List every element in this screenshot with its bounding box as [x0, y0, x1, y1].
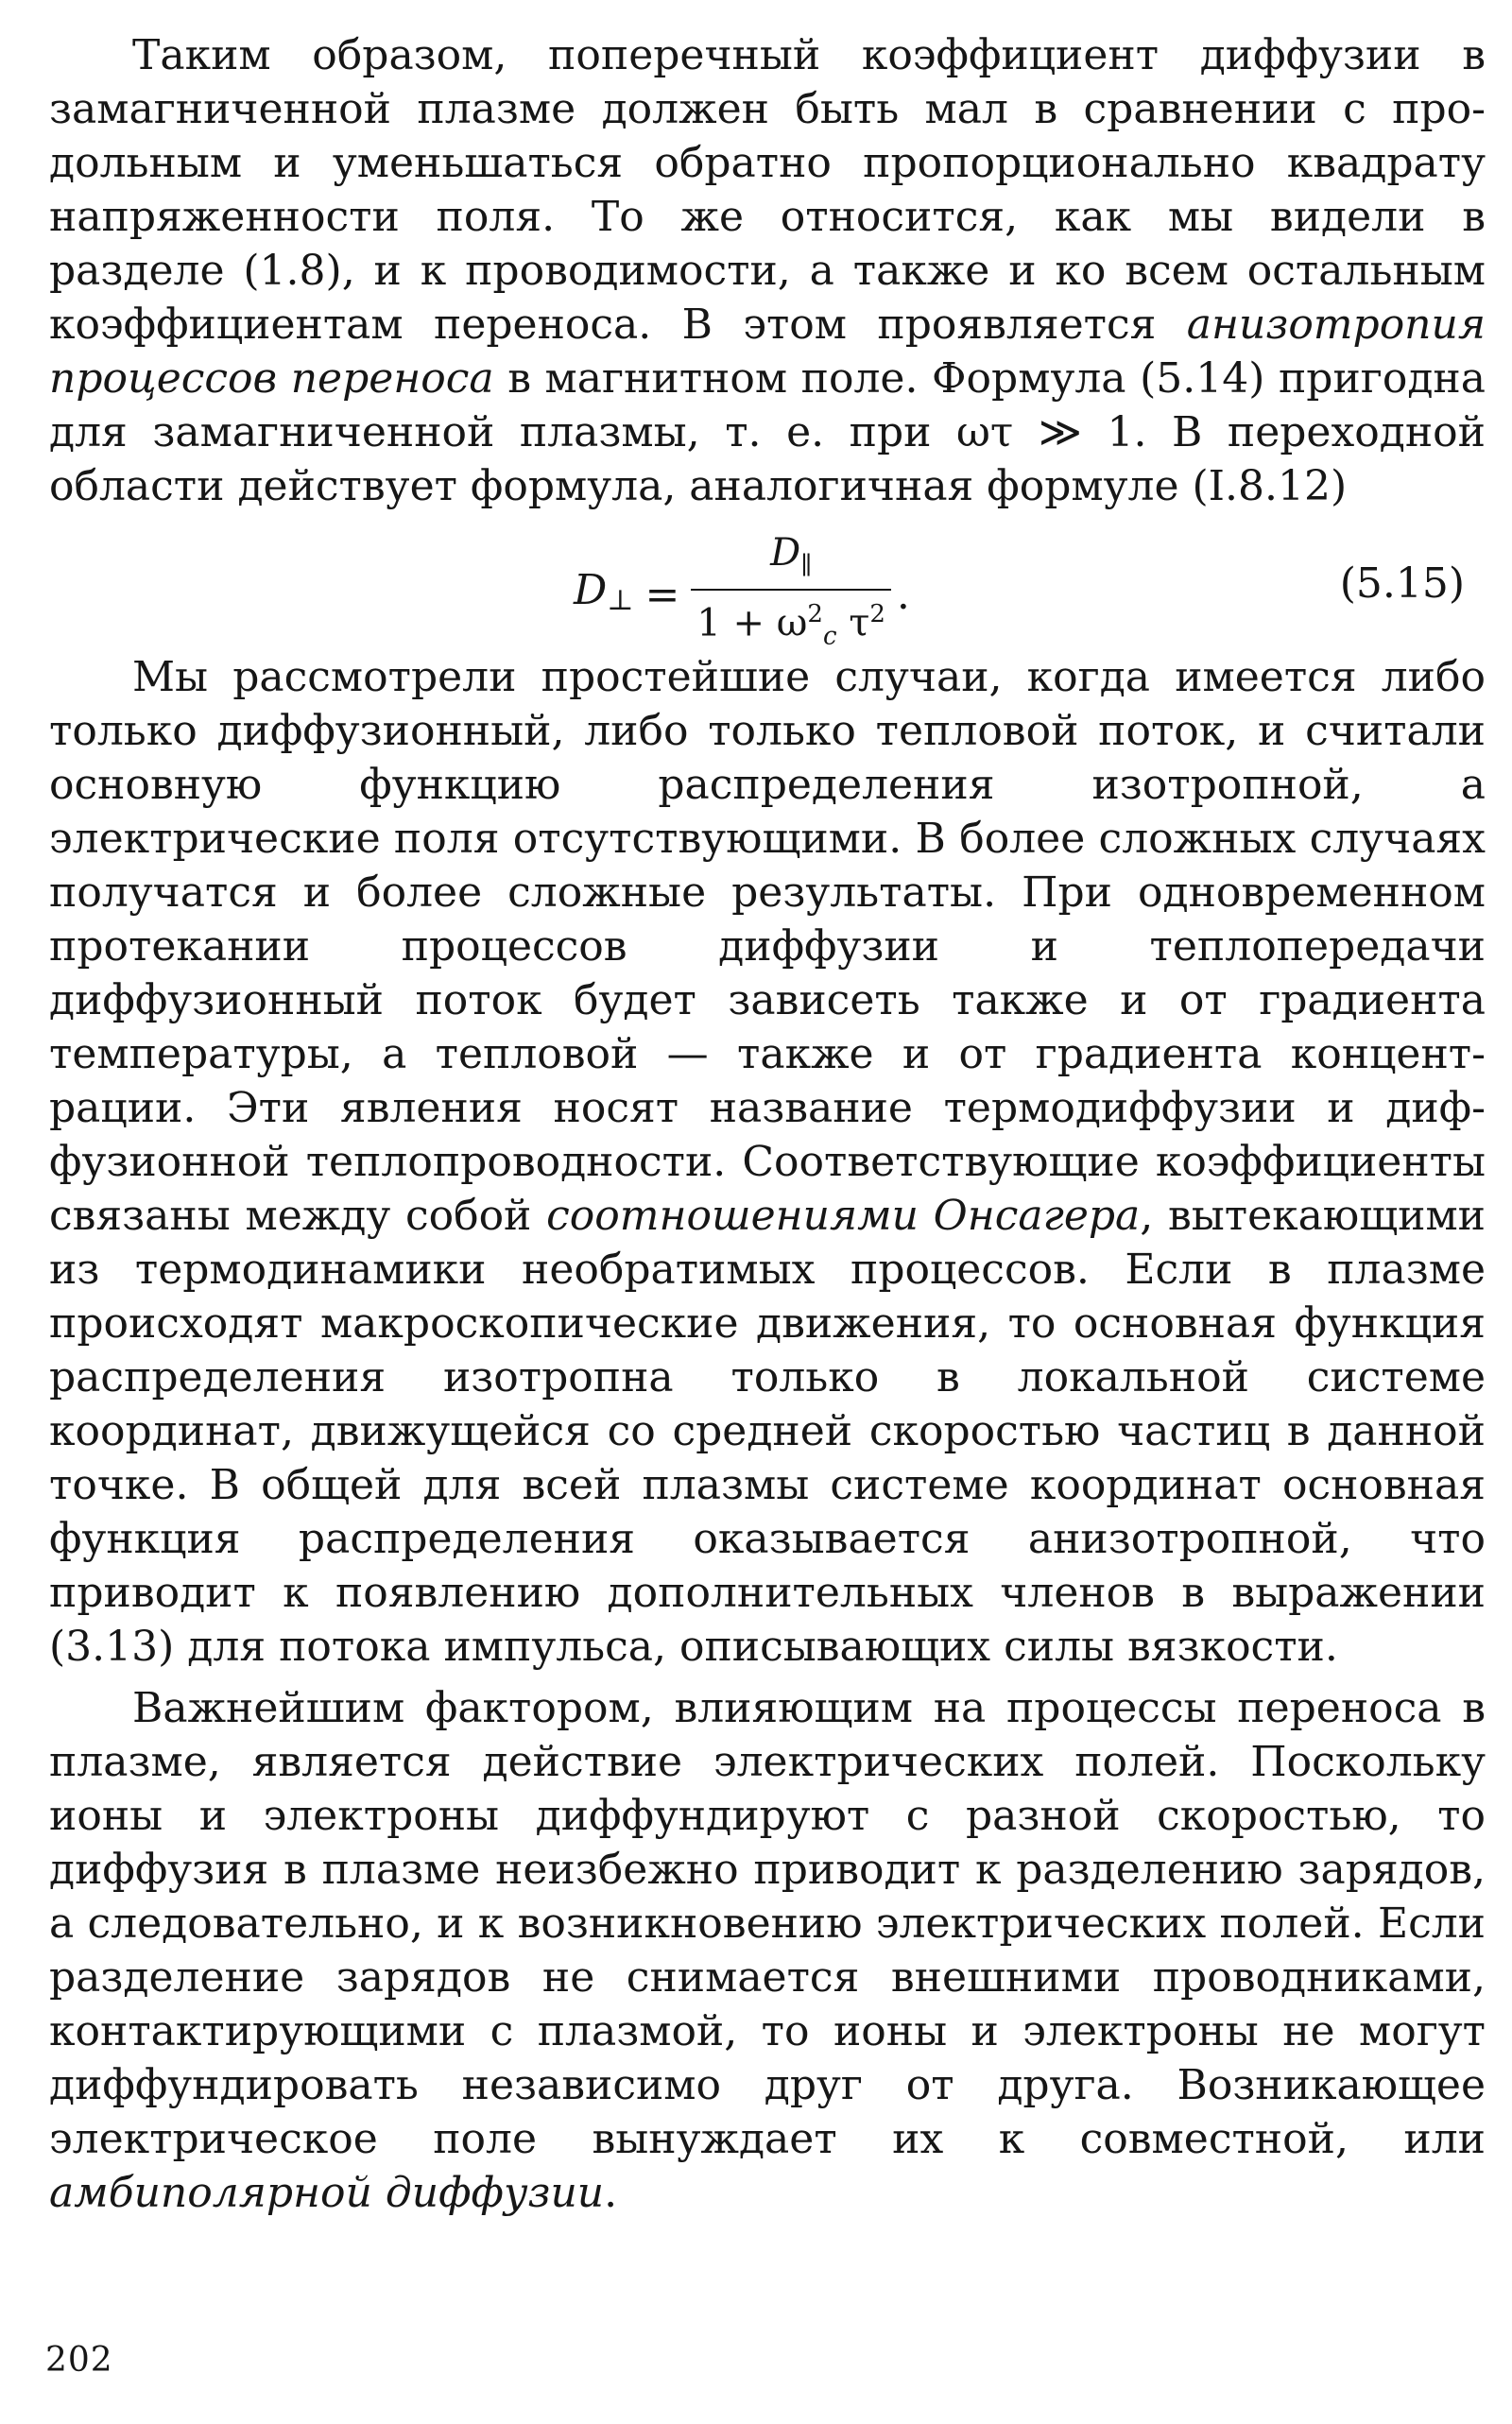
- paragraph-3-text-end: .: [604, 2169, 618, 2217]
- paragraph-3-text-start: Важнейшим фактором, влияющим на процессы переноса в плазме, является действие электрических полей. Поскольку ионы и электроны диффундируют с разной скоростью, то диффузия в плазме неизбежно приводит к разделению зарядов, а следовательно, и к возникновению электрических полей. Если разделение зарядов не снимается внешними проводниками, контактирующими с плазмой, то ионы и электроны не могут диффундировать независимо друг от друга. Возникающее электрическое поле вынуждает их к совместной, или: [49, 1684, 1486, 2163]
- formula-denominator: [691, 591, 891, 660]
- formula-denominator-sub: c: [822, 622, 837, 651]
- paragraph-1-text-end: в магнитном поле. Формула (5.14) пригодна для замагниченной плазмы, т. е. при ωτ ≫ 1. В переходной области действует формула, аналогичная формуле (I.8.12): [49, 354, 1486, 510]
- formula-numerator: [761, 530, 821, 589]
- formula-denominator-tau-sup: 2: [869, 600, 885, 628]
- formula-equals: =: [644, 571, 680, 620]
- formula-fraction: [691, 530, 891, 660]
- paragraph-2: [49, 650, 1486, 1674]
- page-number: 202: [45, 2341, 113, 2380]
- formula-denominator-tau: τ: [836, 601, 870, 645]
- formula-trailing-dot: .: [896, 571, 910, 620]
- formula-expression: [574, 530, 910, 660]
- paragraph-2-text-start: Мы рассмотрели простейшие случаи, когда имеется либо только диффузионный, либо только тепловой поток, и считали основную функцию распределения изотропной, а электрические поля отсутствующими. В более сложных случаях получатся и более сложные результаты. При одновременном протекании процессов диффузии и теплопередачи диффузионный поток будет зависеть также и от градиента температуры, а тепловой — также и от градиента концентрации. Эти явления носят название термодиффузии и диффузионной теплопроводности. Соответствующие коэффициенты связаны между собой: [49, 653, 1486, 1240]
- formula-denominator-sup: 2: [807, 600, 823, 628]
- paragraph-3-italic-term: амбиполярной диффузии: [49, 2169, 605, 2217]
- paragraph-2-text-end: , вытекающими из термодинамики необратимых процессов. Если в плазме происходят макроскопические движения, то основная функция распределения изотропна только в локальной системе координат, движущейся со средней скоростью частиц в данной точке. В общей для всей плазмы системе координат основная функция распределения оказывается анизотропной, что приводит к появлению дополнительных членов в выражении (3.13) для потока импульса, описывающих силы вязкости.: [49, 1192, 1486, 1671]
- paragraph-1-text-start: Таким образом, поперечный коэффициент диффузии в замагниченной плазме должен быть мал в сравнении с продольным и уменьшаться обратно пропорционально квадрату напряженности поля. То же относится, как мы видели в разделе (1.8), и к проводимости, а также и ко всем остальным коэффициентам переноса. В этом проявляется: [49, 31, 1486, 349]
- paragraph-2-italic-term: соотношениями Онсагера: [546, 1192, 1141, 1240]
- paragraph-1-italic-term: анизотропия процессов переноса: [49, 301, 1486, 403]
- formula-lhs-subscript: ⊥: [607, 583, 634, 617]
- formula-lhs: [574, 563, 634, 627]
- paragraph-1: [49, 28, 1486, 513]
- formula-5-15: [49, 521, 1486, 651]
- formula-lhs-symbol: D: [574, 565, 608, 614]
- formula-denominator-prefix: 1 + ω: [696, 601, 808, 645]
- paragraph-3: [49, 1681, 1486, 2220]
- equation-number: (5.15): [1339, 559, 1465, 608]
- formula-numerator-symbol: D: [770, 531, 801, 575]
- formula-numerator-subscript: ∥: [800, 552, 813, 580]
